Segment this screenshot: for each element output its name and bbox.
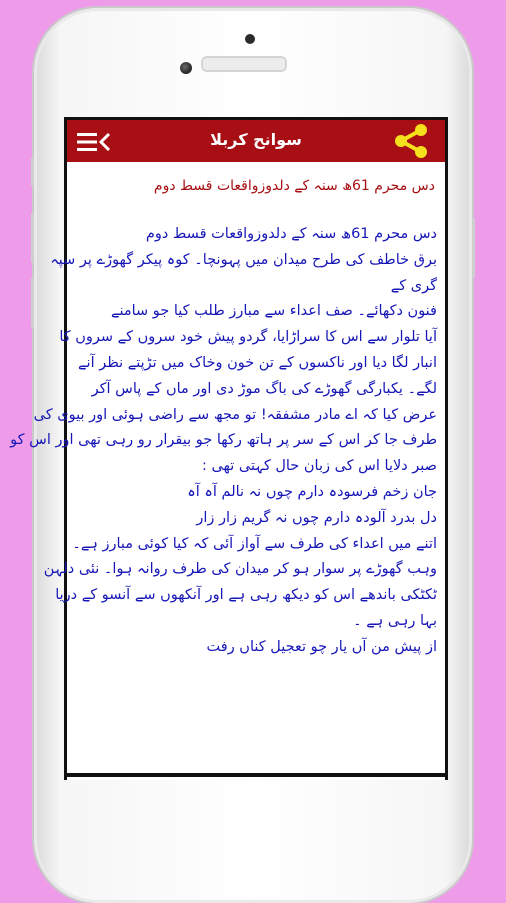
article-line: دل بدرد آلودہ دارم چوں نہ گریم زار زار bbox=[196, 509, 437, 526]
front-camera bbox=[180, 62, 192, 74]
article-line: ٹکٹکی باندھے اس کو دیکھ رہی ہے اور آنکھوں سے آنسو کے دریا bbox=[55, 587, 437, 604]
article-line: وہب گھوڑے پر سوار ہو کر میدان کی طرف روانہ ہوا۔ نئی دلہن bbox=[43, 561, 437, 578]
app-title: سوانح کربلا bbox=[210, 130, 302, 149]
article-line: صبر دلایا اس کی زبان حال کہتی تھی : bbox=[201, 458, 437, 475]
article-line: اتنے میں اعداء کی طرف سے آواز آئی کہ کیا کوئی مبارز ہے۔ bbox=[72, 535, 437, 552]
article-line: دس محرم 61ھ سنہ کے دلدوزواقعات قسط دوم bbox=[145, 226, 437, 242]
article-line: از پیش من آں یار چو تعجیل کناں رفت bbox=[206, 638, 437, 655]
article-line: بہا رہی ہے ۔ bbox=[353, 612, 437, 629]
phone-power-button bbox=[472, 218, 475, 278]
app-toolbar bbox=[67, 120, 445, 162]
article-line: گری کے bbox=[390, 277, 437, 294]
screen-bottom-edge bbox=[64, 773, 448, 777]
app-screen bbox=[10, 117, 448, 780]
article-body bbox=[10, 222, 437, 661]
article-line: عرض کیا کہ اے مادر مشفقہ! تو مجھ سے راضی ہوئی اور بیوی کی bbox=[33, 406, 437, 423]
chapter-heading: دس محرم 61ھ سنہ کے دلدوزواقعات قسط دوم bbox=[153, 178, 435, 194]
article-line: جان زخم فرسودہ دارم چوں نہ نالم آہ آہ bbox=[187, 483, 437, 500]
phone-volume-down-button bbox=[31, 278, 34, 328]
front-sensor bbox=[245, 34, 255, 44]
article-line: طرف جا کر اس کے سر پر ہاتھ رکھا جو بیقرار رو رہی تھی اور اس کو bbox=[10, 432, 437, 449]
article-line: برق خاطف کی طرح میدان میں پہونچا۔ کوہ پیکر گھوڑے پر سپہ bbox=[50, 251, 437, 268]
article-line: لگے۔ یکبارگی گھوڑے کی باگ موڑ دی اور ماں کے پاس آکر bbox=[91, 380, 437, 397]
article-line: آیا تلوار سے اس کا سراڑایا، گردو پیش خود سروں کے سروں کا bbox=[59, 329, 437, 346]
article-line: انبار لگا دیا اور ناکسوں کے تن خون وخاک میں تڑپتے نظر آنے bbox=[78, 354, 437, 371]
phone-volume-up-button bbox=[31, 213, 34, 263]
share-icon[interactable] bbox=[393, 124, 429, 158]
article-line: فنون دکھائے۔ صف اعداء سے مبارز طلب کیا جو سامنے bbox=[110, 303, 437, 320]
earpiece-speaker bbox=[201, 56, 287, 72]
phone-side-button bbox=[31, 158, 34, 186]
